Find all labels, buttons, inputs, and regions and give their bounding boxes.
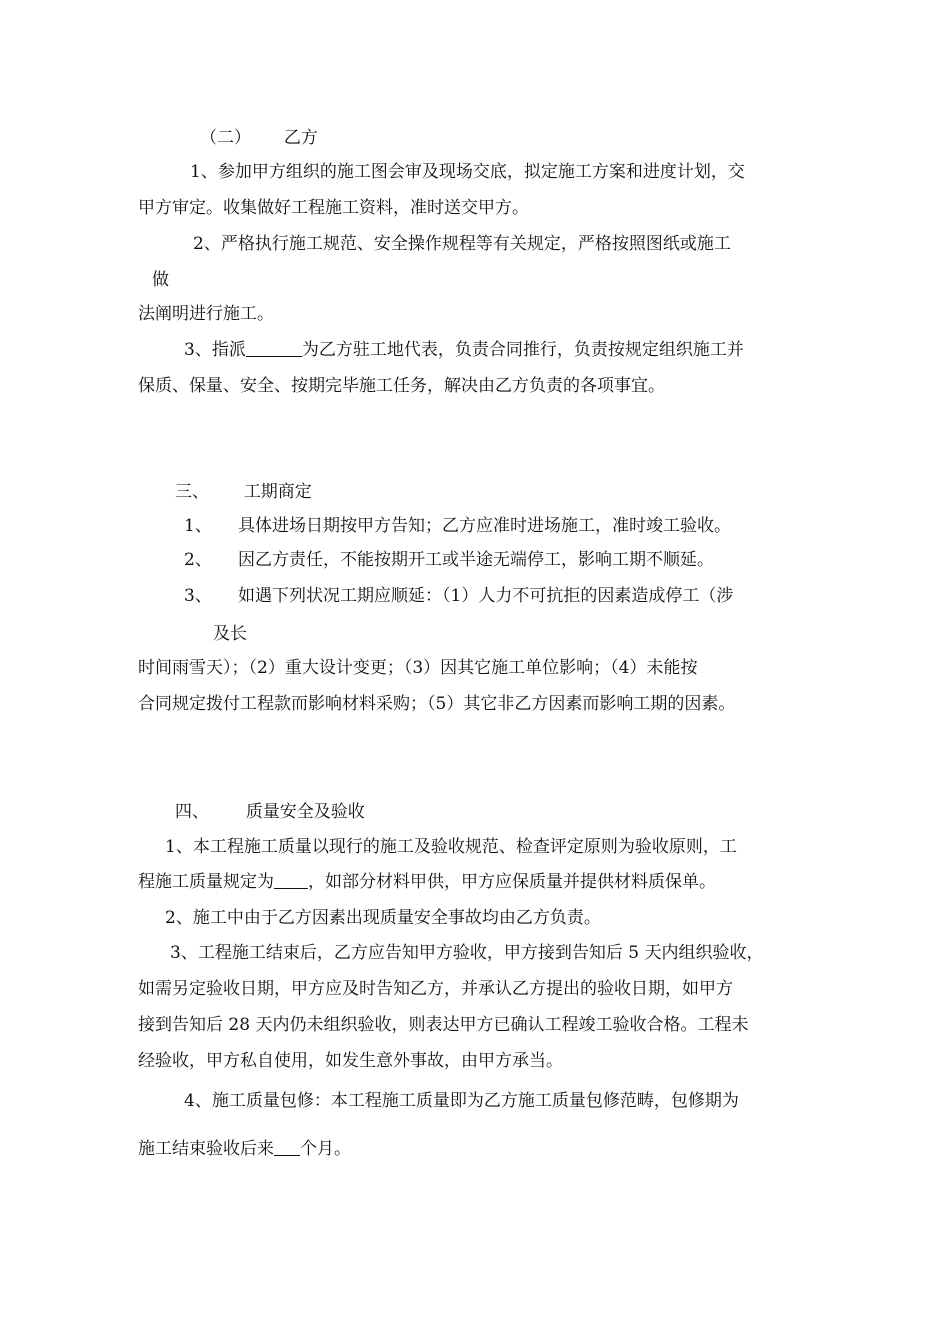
- section-4-item-4-line-2: [138, 1138, 351, 1160]
- section-3-item-3-text: 如遇下列状况工期应顺延：（1）人力不可抗拒的因素造成停工（涉: [238, 586, 734, 606]
- section-3-heading: [175, 481, 312, 503]
- section-4-item-4-line-1: 4、施工质量包修：本工程施工质量即为乙方施工质量包修范畴，包修期为: [184, 1091, 739, 1111]
- section-3-item-3: [184, 585, 733, 607]
- section-2-item-1-line-2: 甲方审定。收集做好工程施工资料，准时送交甲方。: [138, 198, 529, 218]
- section-2-item-1-line-1: 1、参加甲方组织的施工图会审及现场交底，拟定施工方案和进度计划，交: [190, 162, 745, 182]
- section-3-item-3-line-2: 及长: [213, 624, 247, 644]
- warranty-months-blank: [274, 1139, 300, 1156]
- section-4-item-3-line-2: 如需另定验收日期，甲方应及时告知乙方，并承认乙方提出的验收日期，如甲方: [138, 979, 733, 999]
- section-4-heading-title: 质量安全及验收: [245, 802, 365, 822]
- section-3-item-3-line-4: 合同规定拨付工程款而影响材料采购；（5）其它非乙方因素而影响工期的因素。: [138, 694, 736, 714]
- section-4-item-4-suffix: 个月。: [300, 1139, 351, 1159]
- section-3-heading-number: 三、: [175, 482, 209, 502]
- section-4-item-1-line-2: [138, 871, 716, 893]
- section-4-heading-number: 四、: [175, 802, 209, 822]
- section-4-item-3-line-3: 接到告知后 28 天内仍未组织验收，则表达甲方已确认工程竣工验收合格。工程未: [138, 1015, 749, 1035]
- section-2-item-2-line-2: 做: [152, 270, 169, 290]
- section-2-heading-title: 乙方: [283, 128, 318, 148]
- section-4-item-3-line-4: 经验收，甲方私自使用，如发生意外事故，由甲方承当。: [138, 1051, 563, 1071]
- section-4-item-1-suffix: ，如部分材料甲供，甲方应保质量并提供材料质保单。: [308, 872, 716, 892]
- section-3-item-1: [184, 515, 731, 537]
- section-2-heading-number: （二）: [200, 128, 251, 148]
- section-2-item-3-suffix: 为乙方驻工地代表，负责合同推行，负责按规定组织施工并: [301, 340, 744, 360]
- section-3-heading-title: 工期商定: [243, 482, 312, 502]
- section-4-item-4-prefix: 施工结束验收后来: [138, 1139, 274, 1159]
- section-4-item-2: 2、施工中由于乙方因素出现质量安全事故均由乙方负责。: [165, 908, 601, 928]
- representative-blank: [246, 340, 302, 357]
- section-2-item-3-line-2: 保质、保量、安全、按期完毕施工任务，解决由乙方负责的各项事宜。: [138, 376, 665, 396]
- section-4-item-1-prefix: 程施工质量规定为: [138, 872, 274, 892]
- section-3-item-3-line-3: 时间雨雪天）；（2）重大设计变更；（3）因其它施工单位影响；（4）未能按: [138, 658, 698, 678]
- section-2-item-2-line-1: 2、严格执行施工规范、安全操作规程等有关规定，严格按照图纸或施工: [193, 234, 731, 254]
- section-3-item-2: [184, 549, 714, 571]
- section-2-item-3-line-1: [184, 339, 744, 361]
- section-4-item-3-line-1: 3、工程施工结束后，乙方应告知甲方验收，甲方接到告知后 5 天内组织验收，: [170, 943, 764, 963]
- section-3-item-1-number: 1、: [184, 516, 212, 536]
- section-3-item-3-number: 3、: [184, 586, 212, 606]
- section-3-item-2-number: 2、: [184, 550, 212, 570]
- section-2-heading: [200, 127, 318, 149]
- section-2-item-3-prefix: 3、指派: [184, 340, 246, 360]
- quality-standard-blank: [274, 872, 308, 889]
- section-3-item-2-text: 因乙方责任，不能按期开工或半途无端停工，影响工期不顺延。: [238, 550, 714, 570]
- section-2-item-2-line-3: 法阐明进行施工。: [138, 304, 274, 324]
- section-4-item-1-line-1: 1、本工程施工质量以现行的施工及验收规范、检查评定原则为验收原则，工: [165, 837, 737, 857]
- section-3-item-1-text: 具体进场日期按甲方告知；乙方应准时进场施工，准时竣工验收。: [238, 516, 731, 536]
- section-4-heading: [175, 801, 365, 823]
